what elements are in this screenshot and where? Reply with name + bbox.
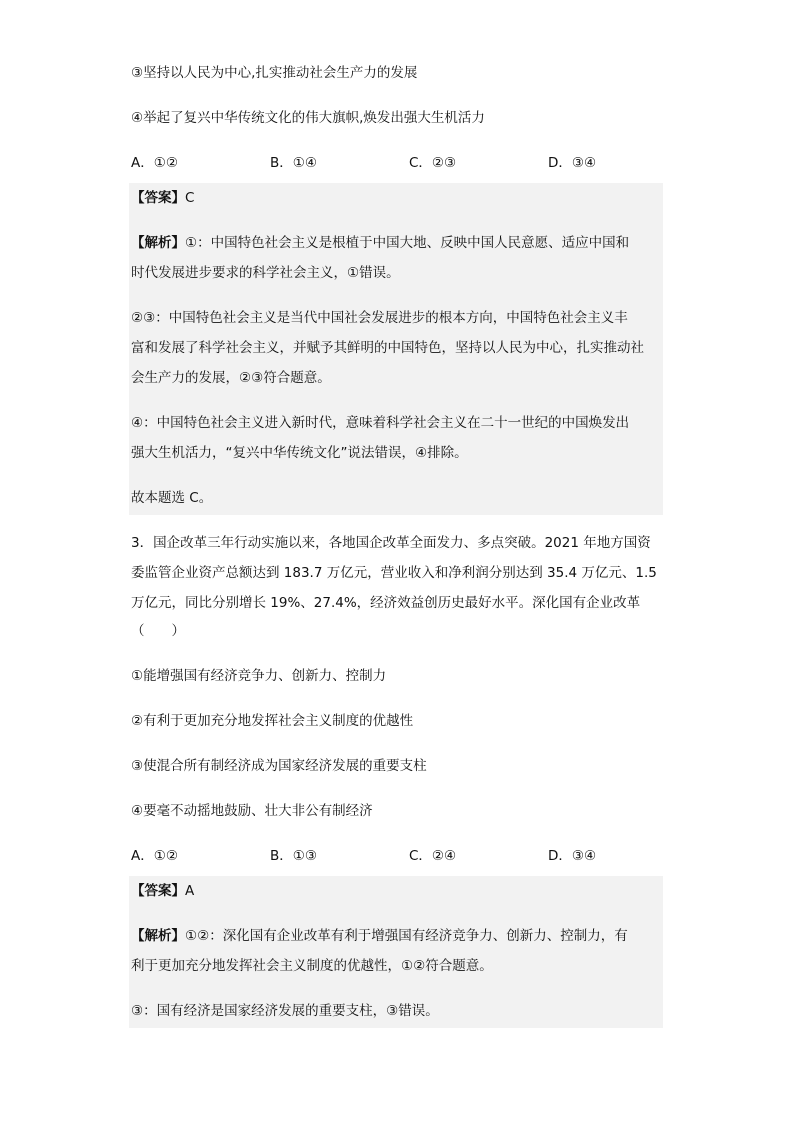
q3-answer-box [129, 876, 663, 1028]
q2-analysis-1a-text: ①：中国特色社会主义是根植于中国大地、反映中国人民意愿、适应中国和 [185, 235, 630, 251]
document-page [131, 62, 663, 1028]
q3-analysis-1a-text: ①②：深化国有企业改革有利于增强国有经济竞争力、创新力、控制力，有 [185, 928, 628, 944]
q3-analysis-label: 【解析】 [131, 928, 185, 944]
q3-analysis-2a: ③：国有经济是国家经济发展的重要支柱，③错误。 [131, 1003, 439, 1019]
q2-choice-d: D．③④ [548, 155, 597, 171]
q3-option-4: ④要毫不动摇地鼓励、壮大非公有制经济 [131, 803, 373, 819]
q2-conclusion: 故本题选 C。 [131, 490, 213, 506]
q3-option-3: ③使混合所有制经济成为国家经济发展的重要支柱 [131, 758, 427, 774]
q2-option-4: ④举起了复兴中华传统文化的伟大旗帜,焕发出强大生机活力 [131, 110, 485, 126]
q2-analysis-2c: 会生产力的发展，②③符合题意。 [131, 370, 331, 386]
q2-choices [131, 152, 663, 174]
q2-analysis-3a: ④：中国特色社会主义进入新时代，意味着科学社会主义在二十一世纪的中国焕发出 [131, 415, 630, 431]
q2-analysis-2b: 富和发展了科学社会主义，并赋予其鲜明的中国特色，坚持以人民为中心，扎实推动社 [131, 340, 644, 356]
q3-option-2: ②有利于更加充分地发挥社会主义制度的优越性 [131, 713, 414, 729]
q2-choice-a: A．①② [131, 155, 178, 171]
q3-choice-b: B．①③ [270, 848, 317, 864]
q2-answer [131, 187, 663, 209]
q3-stem-2: 委监管企业资产总额达到 183.7 万亿元，营业收入和净利润分别达到 35.4 万亿元、1.5 [131, 565, 657, 581]
q2-choice-b: B．①④ [270, 155, 317, 171]
q2-answer-value: C [185, 190, 195, 206]
q3-stem-4: （ ） [131, 623, 185, 639]
q2-option-3: ③坚持以人民为中心,扎实推动社会生产力的发展 [131, 65, 418, 81]
q3-option-1: ①能增强国有经济竞争力、创新力、控制力 [131, 668, 387, 684]
q3-analysis-1a [131, 925, 663, 947]
q2-choice-c: C．②③ [409, 155, 457, 171]
q2-answer-label: 【答案】 [131, 190, 185, 206]
q2-analysis-1b: 时代发展进步要求的科学社会主义，①错误。 [131, 265, 400, 281]
q3-answer-value: A [185, 883, 195, 899]
q3-answer-label: 【答案】 [131, 883, 185, 899]
q2-analysis-2a: ②③：中国特色社会主义是当代中国社会发展进步的根本方向，中国特色社会主义丰 [131, 310, 628, 326]
q3-analysis-1b: 利于更加充分地发挥社会主义制度的优越性，①②符合题意。 [131, 958, 493, 974]
q3-choice-d: D．③④ [548, 848, 597, 864]
q3-stem-1: 3．国企改革三年行动实施以来，各地国企改革全面发力、多点突破。2021 年地方国资 [131, 535, 651, 551]
q2-analysis-1a [131, 232, 663, 254]
q3-stem-3: 万亿元，同比分别增长 19%、27.4%，经济效益创历史最好水平。深化国有企业改革 [131, 595, 641, 611]
q2-analysis-label: 【解析】 [131, 235, 185, 251]
q3-answer [131, 880, 663, 902]
q3-choice-a: A．①② [131, 848, 178, 864]
q2-answer-box [129, 183, 663, 515]
q3-choices [131, 845, 663, 867]
q2-analysis-3b: 强大生机活力，“复兴中华传统文化”说法错误，④排除。 [131, 445, 468, 461]
q3-choice-c: C．②④ [409, 848, 457, 864]
